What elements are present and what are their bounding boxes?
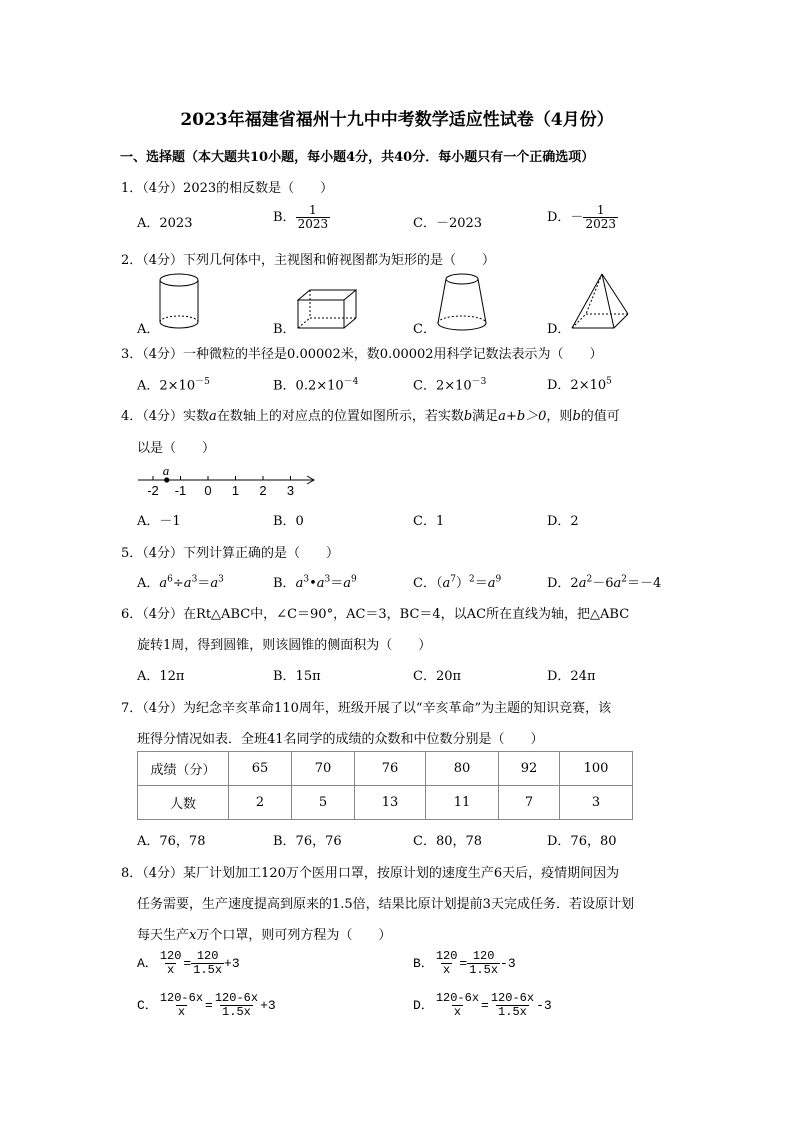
q5-option-b — [273, 572, 357, 591]
q8-line-3-text-1: 每天生产 — [137, 928, 190, 943]
q5-c-label: C．（ — [413, 576, 443, 591]
q8-a-tail: +3 — [224, 955, 240, 971]
scores-table — [137, 751, 633, 820]
q8-b-den-1: x — [443, 963, 451, 977]
q5-d-exp-1: 2 — [586, 574, 593, 585]
q5-b-exp-3: 9 — [351, 574, 357, 585]
q1-option-c: C．－2023 — [413, 216, 483, 231]
q8-a-frac-2 — [191, 950, 224, 977]
q3-option-c — [413, 374, 486, 393]
q8-b-den-2: 1.5x — [469, 963, 499, 977]
cylinder-icon — [158, 272, 200, 332]
q8-option-d — [413, 992, 552, 1019]
q5-c-exp-3: 9 — [495, 574, 502, 585]
q5-d-var-2: a — [613, 576, 622, 591]
number-line-point — [164, 477, 169, 482]
q7-option-a: A．76，78 — [137, 834, 206, 849]
q8-a-num-2: 120 — [196, 949, 219, 963]
q8-option-c — [137, 992, 276, 1019]
q1-option-b-fraction — [296, 204, 331, 231]
table-cell: 11 — [426, 786, 499, 820]
table-cell: 3 — [560, 786, 633, 820]
q8-b-tail: -3 — [500, 955, 516, 971]
table-row — [138, 786, 633, 820]
q8-c-den-2: 1.5x — [222, 1005, 251, 1019]
section-heading: 一、选择题（本大题共10小题，每小题4分，共40分．每小题只有一个正确选项） — [120, 150, 595, 165]
q7-option-b: B．76，76 — [273, 834, 342, 849]
q5-d-exp-2: 2 — [621, 574, 627, 585]
q8-d-num-1: 120-6x — [435, 991, 480, 1005]
number-line-tick-label: 2 — [259, 483, 267, 498]
q8-line-2: 任务需要，生产速度提高到原来的1.5倍，结果比原计划提前3天完成任务．若设原计划 — [137, 897, 634, 912]
q5-a-eq: ＝ — [197, 576, 211, 591]
q4-var-b: b — [463, 409, 473, 424]
table-cell: 7 — [499, 786, 560, 820]
q8-a-frac-1 — [158, 950, 184, 977]
q5-b-var-1: a — [295, 576, 304, 591]
q8-d-num-2: 120-6x — [490, 991, 535, 1005]
number-line-tick-label: -2 — [147, 483, 159, 498]
q8-c-frac-1 — [158, 992, 205, 1019]
q5-b-op: • — [309, 576, 317, 591]
q5-d-mid: －6 — [592, 576, 614, 591]
number-line-tick-label: 1 — [231, 483, 240, 498]
q3-stem: 3．（4分）一种微粒的半径是0.00002米，数0.00002用科学记数法表示为（ ） — [121, 347, 603, 362]
q3-option-b — [273, 374, 358, 393]
q2-option-b: B． — [273, 322, 296, 337]
q1-stem: 1．（4分）2023的相反数是（ ） — [121, 181, 334, 196]
q4-option-a: A．－1 — [137, 514, 181, 529]
q8-b-label: B． — [413, 955, 434, 971]
q5-c-close: ） — [455, 576, 469, 591]
q8-d-eq: = — [481, 997, 489, 1013]
table-header-cell: 人数 — [138, 786, 229, 820]
q5-a-op: ÷ — [172, 576, 184, 591]
table-cell: 76 — [355, 752, 426, 786]
table-cell: 70 — [292, 752, 355, 786]
q4-line-2: 以是（ ） — [137, 441, 216, 456]
q4-text-1: 4．（4分）实数 — [121, 409, 210, 424]
q5-a-var-1: a — [159, 576, 168, 591]
q5-b-var-2: a — [316, 576, 325, 591]
frustum-icon — [436, 272, 488, 334]
q8-b-eq: = — [459, 955, 468, 971]
q8-c-eq: = — [205, 997, 213, 1013]
q5-d-end: ＝－4 — [626, 576, 662, 591]
q5-d-label: D．2 — [547, 576, 579, 591]
q3-a-base: A．2×10 — [137, 378, 196, 394]
q4-text-5: 的值可 — [580, 409, 620, 424]
q8-var-x: x — [189, 928, 197, 943]
table-row — [138, 752, 633, 786]
q8-d-label: D． — [413, 997, 434, 1013]
q8-c-frac-2 — [213, 992, 260, 1019]
q5-a-exp-2: 3 — [191, 574, 198, 585]
q7-line-1: 7．（4分）为纪念辛亥革命110周年，班级开展了以“辛亥革命”为主题的知识竞赛，该 — [121, 701, 612, 716]
q8-b-num-2: 120 — [472, 949, 495, 963]
q5-c-exp-2: 2 — [468, 574, 475, 585]
q5-a-exp-3: 3 — [218, 574, 224, 585]
q2-option-c: C． — [413, 322, 436, 337]
q6-option-c: C．20π — [413, 669, 462, 684]
table-cell: 92 — [499, 752, 560, 786]
q3-c-exp: －3 — [471, 377, 487, 387]
q5-c-eq: ＝ — [474, 576, 488, 591]
q5-a-exp-1: 6 — [167, 574, 173, 585]
q5-b-exp-2: 3 — [324, 574, 331, 585]
table-header-cell: 成绩（分） — [138, 752, 229, 786]
q5-a-var-3: a — [210, 576, 219, 591]
q7-option-c: C．80，78 — [413, 834, 483, 849]
q4-option-b: B．0 — [273, 514, 304, 529]
q4-line-1 — [121, 405, 620, 424]
q5-option-c — [413, 572, 501, 591]
table-cell: 2 — [229, 786, 292, 820]
q8-option-b — [413, 950, 516, 977]
pyramid-icon — [570, 272, 630, 332]
q8-c-num-2: 120-6x — [214, 991, 259, 1005]
table-cell: 5 — [292, 786, 355, 820]
number-line-tick-label: 0 — [204, 483, 212, 498]
q1-option-b-label: B． — [273, 210, 296, 225]
q8-a-den-1: x — [167, 963, 175, 977]
q5-c-var-1: a — [442, 576, 451, 591]
q5-option-d — [547, 572, 661, 591]
q3-b-exp: －4 — [343, 377, 359, 387]
q4-text-3: 满足 — [472, 409, 499, 424]
q1-option-a: A．2023 — [137, 216, 193, 231]
page-title: 2023年福建省福州十九中中考数学适应性试卷（4月份） — [180, 110, 614, 130]
q8-c-tail: +3 — [260, 997, 276, 1013]
q6-line-1: 6．（4分）在Rt△ABC中，∠C＝90°，AC＝3，BC＝4，以AC所在直线为轴，把△ABC — [121, 607, 630, 622]
q1-option-d-fraction — [583, 204, 618, 231]
q8-d-frac-2 — [489, 992, 536, 1019]
q1-d-denominator: 2023 — [585, 217, 616, 231]
q8-option-a — [137, 950, 240, 977]
q8-c-label: C． — [137, 997, 158, 1013]
q1-b-numerator: 1 — [309, 203, 317, 217]
q4-var-a: a — [209, 409, 217, 424]
q8-d-tail: -3 — [536, 997, 552, 1013]
number-line-tick-label: 3 — [286, 483, 295, 498]
q3-d-exp: 5 — [606, 376, 612, 387]
q3-a-exp: －5 — [195, 377, 210, 387]
q8-b-frac-1 — [434, 950, 460, 977]
q6-option-b: B．15π — [273, 669, 321, 684]
q8-a-eq: = — [183, 955, 192, 971]
q4-text-4: ，则 — [546, 409, 573, 424]
q5-a-var-2: a — [183, 576, 192, 591]
q6-option-a: A．12π — [137, 669, 185, 684]
table-cell: 100 — [560, 752, 633, 786]
q4-var-b-2: b — [572, 409, 581, 424]
q3-c-base: C．2×10 — [413, 378, 472, 394]
q7-option-d: D．76，80 — [547, 834, 617, 849]
q1-option-d — [547, 204, 618, 231]
q5-option-a — [137, 572, 224, 591]
q4-option-d: D．2 — [547, 514, 579, 529]
q8-a-num-1: 120 — [159, 949, 182, 963]
q8-c-num-1: 120-6x — [159, 991, 204, 1005]
q8-line-1: 8．（4分）某厂计划加工120万个医用口罩，按原计划的速度生产6天后，疫情期间因为 — [121, 866, 620, 881]
number-line — [135, 462, 320, 500]
q5-c-var-2: a — [487, 576, 496, 591]
q8-d-den-2: 1.5x — [498, 1005, 527, 1019]
q3-option-a — [137, 374, 210, 393]
q3-b-base: B．0.2×10 — [273, 378, 344, 394]
q1-b-denominator: 2023 — [297, 217, 329, 231]
q6-option-d: D．24π — [547, 669, 596, 684]
cuboid-icon — [296, 288, 358, 332]
number-line-tick-label: -1 — [174, 483, 187, 498]
table-cell: 80 — [426, 752, 499, 786]
q8-d-den-1: x — [453, 1005, 462, 1019]
q3-option-d — [547, 374, 612, 393]
q8-b-num-1: 120 — [435, 949, 458, 963]
q1-option-d-label: D．－ — [547, 210, 584, 225]
q5-stem: 5．（4分）下列计算正确的是（ ） — [121, 546, 340, 561]
table-cell: 13 — [355, 786, 426, 820]
q5-b-var-3: a — [343, 576, 352, 591]
q1-option-b — [273, 204, 330, 231]
q8-a-den-2: 1.5x — [193, 963, 223, 977]
q6-line-2: 旋转1周，得到圆锥，则该圆锥的侧面积为（ ） — [137, 638, 432, 653]
q5-a-label: A． — [137, 576, 160, 591]
q5-d-var-1: a — [578, 576, 587, 591]
q5-b-exp-1: 3 — [303, 574, 310, 585]
q8-d-frac-1 — [434, 992, 481, 1019]
q8-line-3 — [137, 924, 391, 943]
q8-a-label: A． — [137, 955, 158, 971]
q8-line-3-text-2: 万个口罩，则可列方程为（ ） — [196, 928, 392, 943]
q5-b-label: B． — [273, 576, 296, 591]
q1-d-numerator: 1 — [596, 203, 605, 217]
number-line-point-label: a — [162, 463, 170, 478]
q4-condition: a+b＞0 — [498, 409, 547, 424]
q5-c-exp-1: 7 — [450, 574, 456, 585]
table-cell: 65 — [229, 752, 292, 786]
q4-option-c: C．1 — [413, 514, 445, 529]
q2-stem: 2．（4分）下列几何体中，主视图和俯视图都为矩形的是（ ） — [121, 253, 496, 268]
q8-b-frac-2 — [467, 950, 500, 977]
q7-line-2: 班得分情况如表．全班41名同学的成绩的众数和中位数分别是（ ） — [137, 732, 544, 747]
q2-option-d: D． — [547, 322, 571, 337]
q2-option-a: A． — [137, 322, 160, 337]
q8-c-den-1: x — [177, 1005, 186, 1019]
q4-text-2: 在数轴上的对应点的位置如图所示，若实数 — [216, 409, 464, 424]
q5-b-eq: ＝ — [330, 576, 344, 591]
q3-d-base: D．2×10 — [547, 378, 607, 393]
